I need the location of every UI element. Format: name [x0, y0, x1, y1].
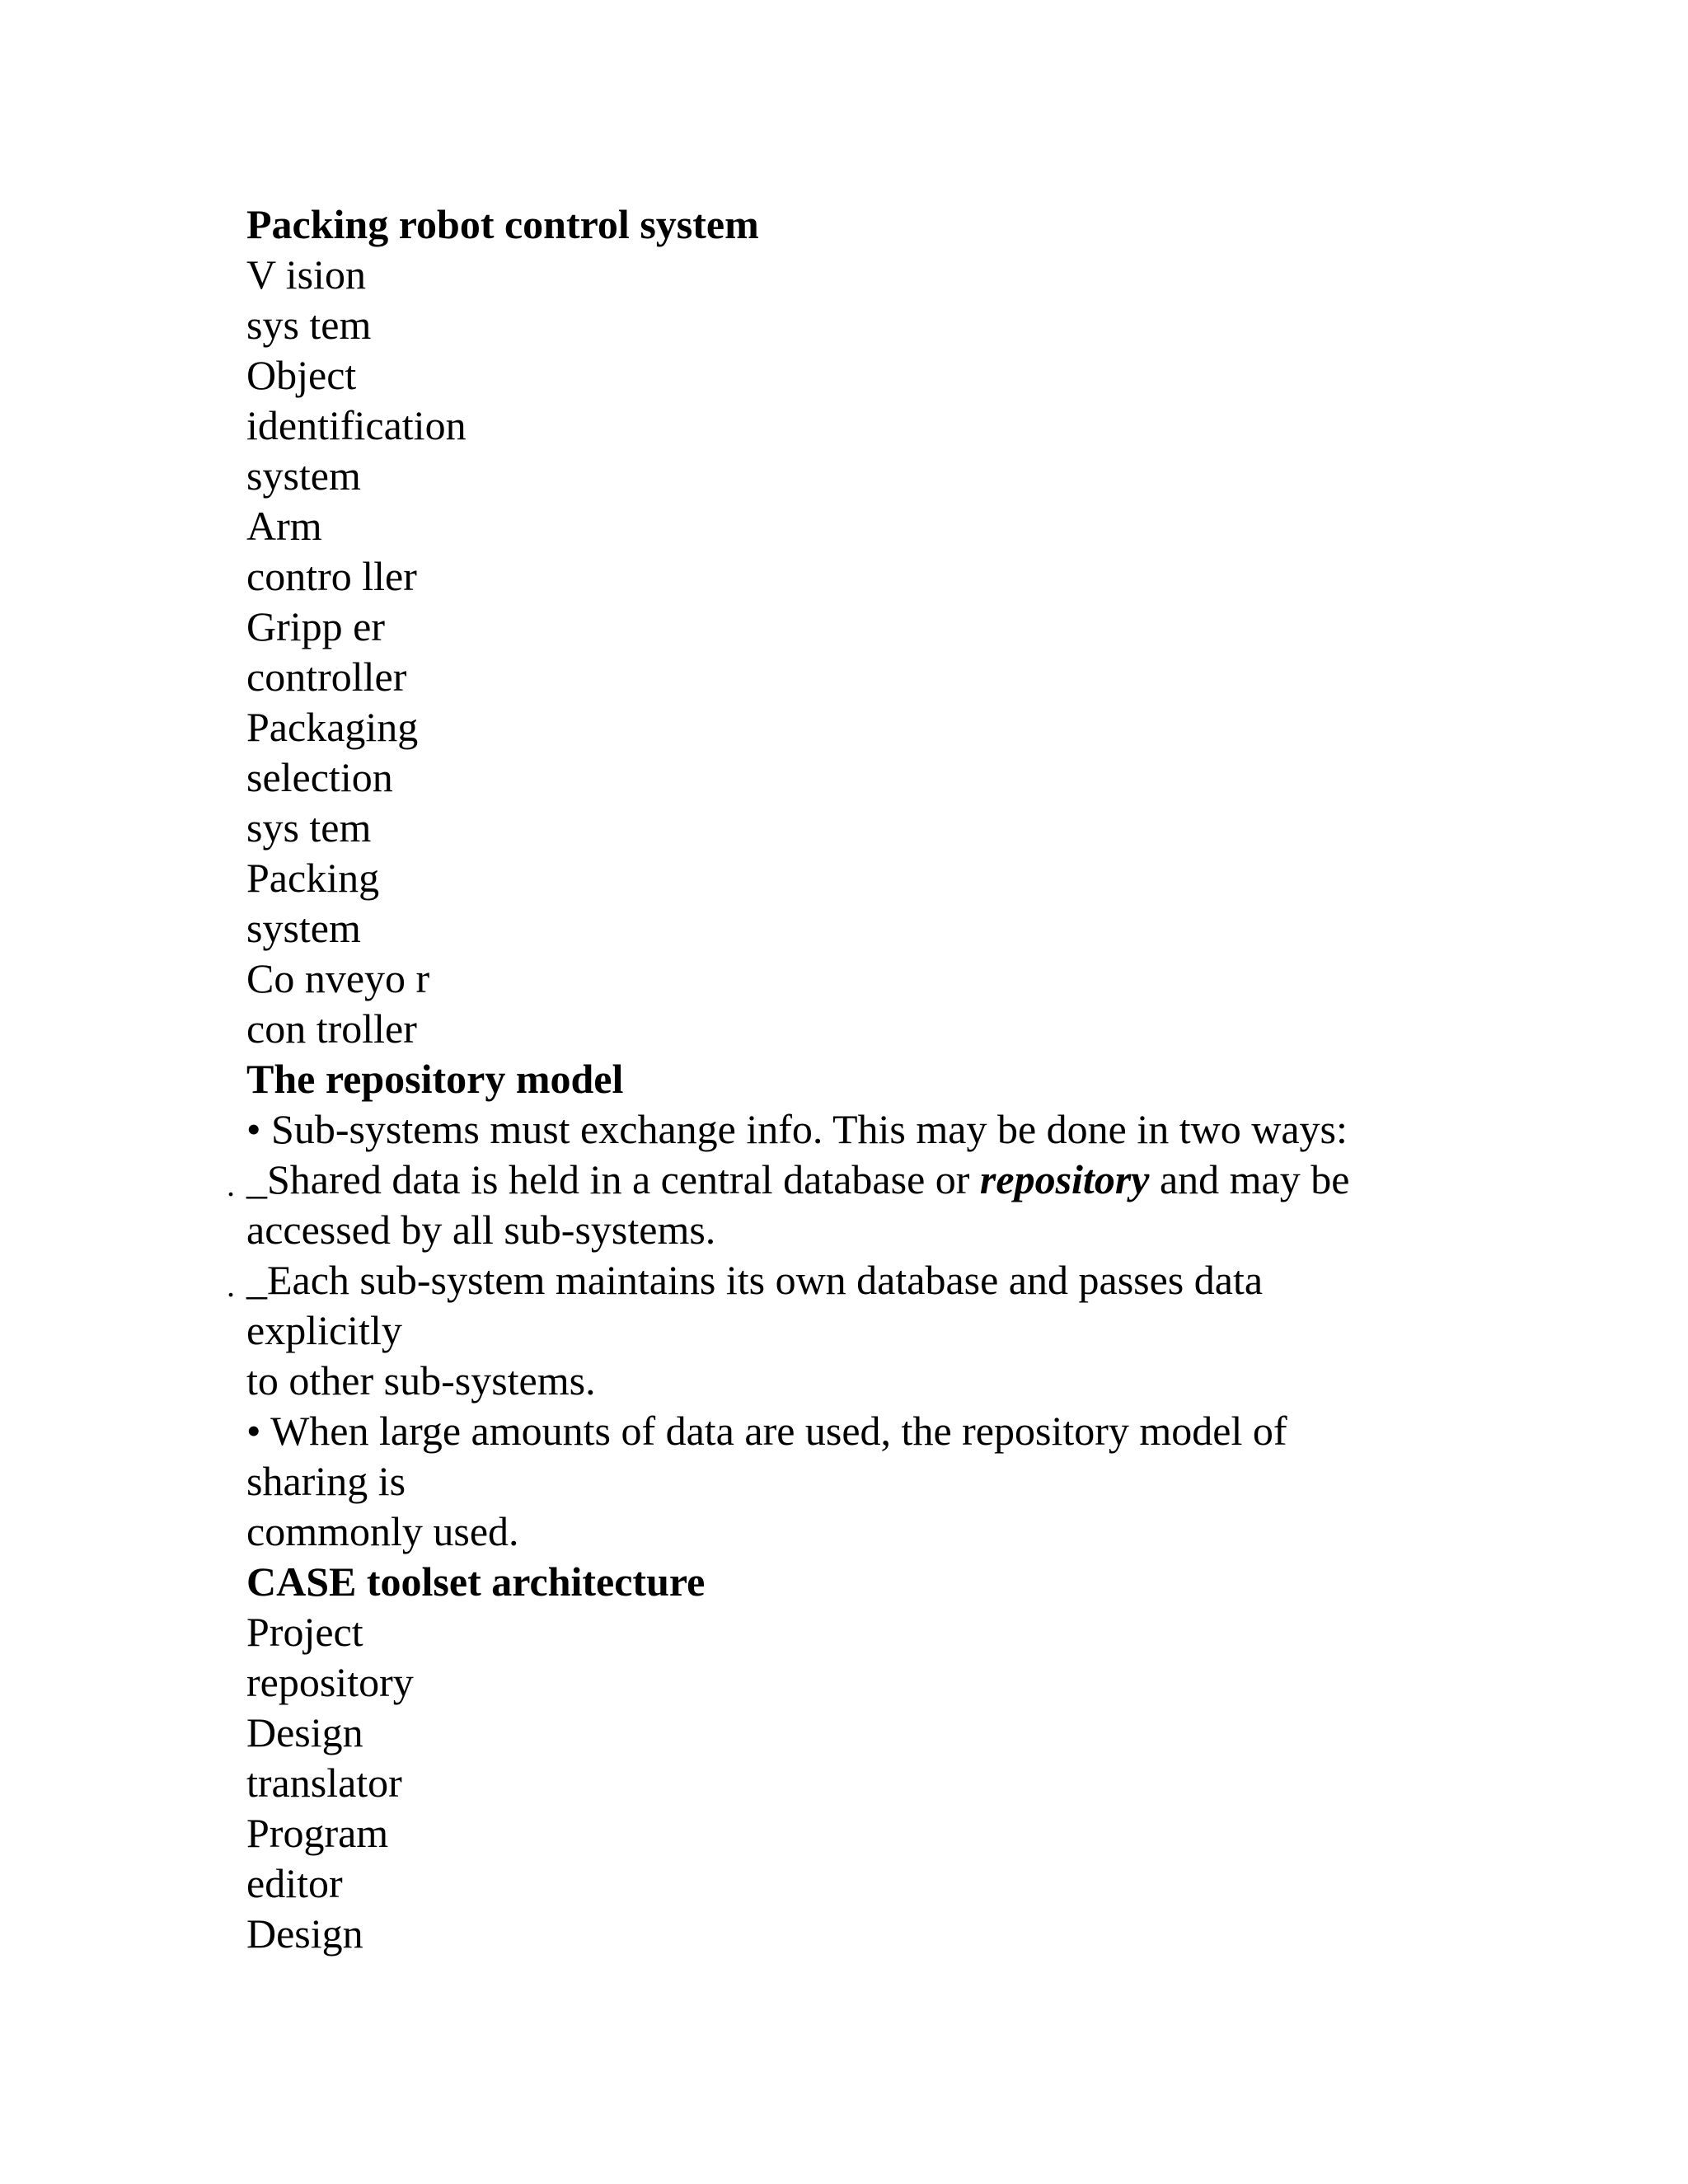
sub-bullet-text: _Each sub-system maintains its own database and passes data [246, 1257, 1264, 1303]
diagram-label: system [246, 905, 361, 951]
diagram-label: identification [246, 402, 467, 448]
diagram-label: sys tem [246, 804, 372, 851]
diagram-label: V ision [246, 251, 366, 298]
diagram-label: Gripp er [246, 603, 385, 649]
diagram-label: contro ller [246, 553, 417, 599]
diagram-label: system [246, 452, 361, 499]
diagram-label: editor [246, 1860, 343, 1906]
diagram-label: translator [246, 1760, 402, 1806]
heading-case-toolset: CASE toolset architecture [246, 1558, 706, 1605]
bullet-continuation: sharing is [246, 1458, 406, 1504]
diagram-label: Arm [246, 503, 322, 549]
sub-bullet-paragraph [227, 1255, 1466, 1305]
diagram-label: Object [246, 352, 357, 398]
bullet-continuation: commonly used. [246, 1508, 519, 1554]
emphasis-repository: repository [979, 1156, 1150, 1202]
heading-packing-robot: Packing robot control system [246, 201, 759, 247]
diagram-label: Design [246, 1709, 363, 1755]
bullet-paragraph: • When large amounts of data are used, the repository model of [246, 1408, 1287, 1454]
sub-bullet-continuation: explicitly [246, 1307, 402, 1353]
sub-bullet-text: _Shared data is held in a central database or [246, 1156, 980, 1202]
diagram-label: Packing [246, 855, 380, 901]
diagram-label: selection [246, 754, 393, 800]
diagram-label: Co nveyo r [246, 955, 430, 1001]
diagram-label: sys tem [246, 302, 372, 348]
diagram-label: controller [246, 654, 407, 700]
sub-bullet-text: and may be [1149, 1156, 1350, 1202]
diagram-label: con troller [246, 1005, 417, 1052]
document-content [227, 199, 1466, 1959]
diagram-label: Design [246, 1910, 363, 1957]
heading-repository-model: The repository model [246, 1056, 624, 1102]
diagram-label: Packaging [246, 704, 419, 750]
sub-bullet-marker: . [227, 1166, 235, 1203]
sub-bullet-continuation: to other sub-systems. [246, 1357, 596, 1404]
diagram-label: repository [246, 1659, 414, 1705]
diagram-label: Program [246, 1810, 389, 1856]
diagram-label: Project [246, 1609, 363, 1655]
sub-bullet-continuation: accessed by all sub-systems. [246, 1207, 716, 1253]
sub-bullet-marker: . [227, 1267, 235, 1304]
bullet-paragraph: • Sub-systems must exchange info. This may be done in two ways: [246, 1106, 1348, 1152]
sub-bullet-paragraph [227, 1155, 1466, 1205]
